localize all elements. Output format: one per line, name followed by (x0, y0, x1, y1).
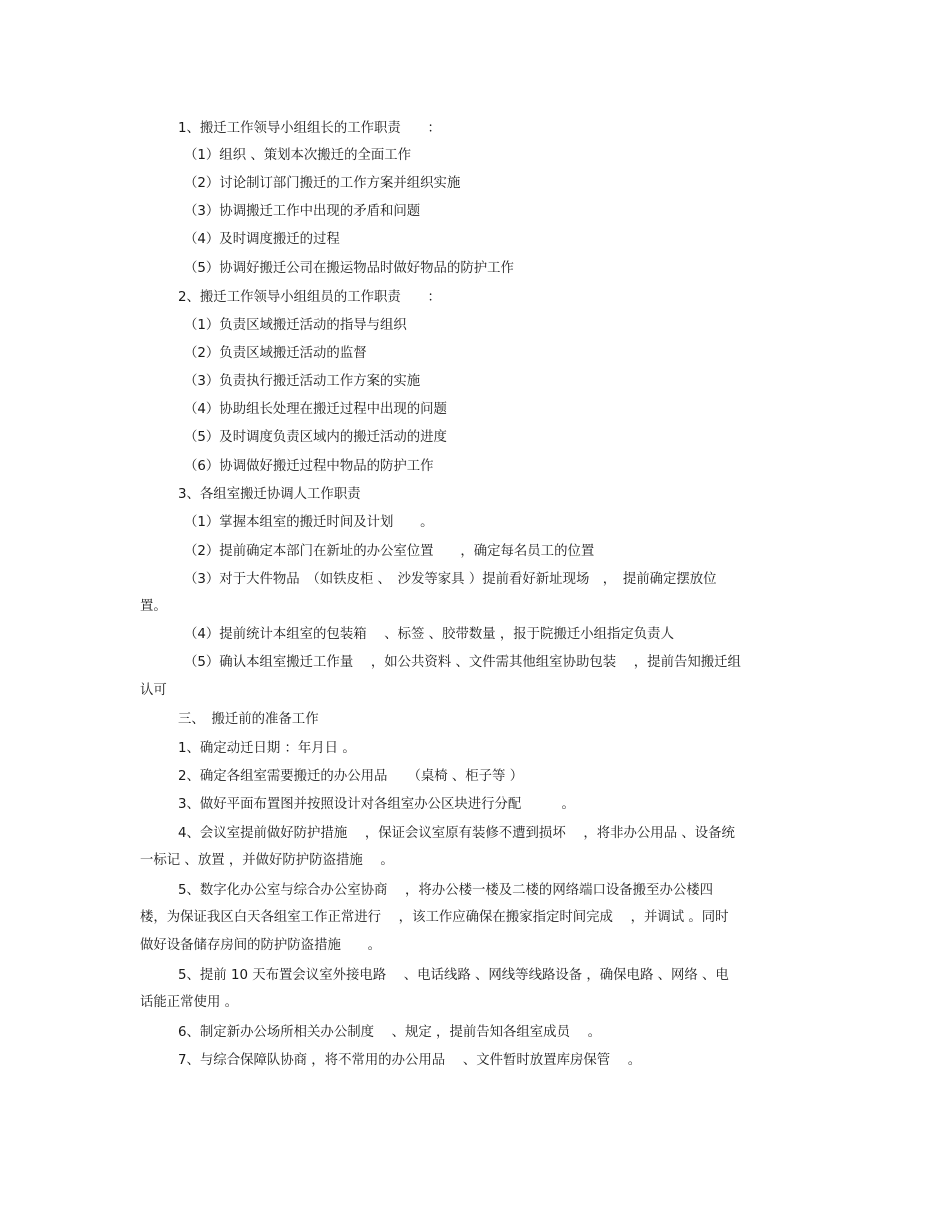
prep-item: 4、会议室提前做好防护措施 ，保证会议室原有装修不遭到损坏 ，将非办公用品 、设备统 (178, 826, 735, 841)
section-heading-preparation: 三、 搬迁前的准备工作 (178, 712, 319, 727)
list-item-continued: 认可 (140, 683, 167, 698)
heading-leader-duties: 1、搬迁工作领导小组组长的工作职责 ： (178, 121, 441, 136)
prep-item: 3、做好平面布置图并按照设计对各组室办公区块进行分配 。 (178, 797, 575, 812)
list-item: （5）确认本组室搬迁工作量 ，如公共资料 、文件需其他组室协助包装 ，提前告知搬迁组 (184, 655, 741, 670)
list-item: （5）协调好搬迁公司在搬运物品时做好物品的防护工作 (184, 261, 514, 276)
list-item: （4）及时调度搬迁的过程 (184, 232, 340, 247)
prep-item: 5、数字化办公室与综合办公室协商 ，将办公楼一楼及二楼的网络端口设备搬至办公楼四 (178, 883, 714, 898)
prep-item: 7、与综合保障队协商 ，将不常用的办公用品 、文件暂时放置库房保管 。 (178, 1053, 642, 1068)
list-item: （3）负责执行搬迁活动工作方案的实施 (184, 374, 421, 389)
heading-member-duties: 2、搬迁工作领导小组组员的工作职责 ： (178, 290, 441, 305)
prep-item: 5、提前 10 天布置会议室外接电路 、电话线路 、网线等线路设备 ，确保电路 、网络 、电 (178, 968, 729, 983)
prep-item: 2、确定各组室需要搬迁的办公用品 （桌椅 、柜子等 ） (178, 769, 524, 784)
list-item: （4）提前统计本组室的包装箱 、标签 、胶带数量 ，报于院搬迁小组指定负责人 (184, 627, 674, 642)
prep-item-continued: 楼，为保证我区白天各组室工作正常进行 ，该工作应确保在搬家指定时间完成 ，并调试 。同时 (140, 910, 729, 925)
list-item: （2）讨论制订部门搬迁的工作方案并组织实施 (184, 176, 461, 191)
heading-coordinator-duties: 3、各组室搬迁协调人工作职责 (178, 487, 361, 502)
list-item: （2）提前确定本部门在新址的办公室位置 ，确定每名员工的位置 (184, 544, 595, 559)
list-item: （1）掌握本组室的搬迁时间及计划 。 (184, 515, 434, 530)
prep-item-continued: 做好设备储存房间的防护防盗措施 。 (140, 938, 382, 953)
list-item: （2）负责区域搬迁活动的监督 (184, 346, 367, 361)
list-item-continued: 置。 (140, 599, 167, 614)
prep-item-continued: 一标记 、放置 ，并做好防护防盗措施 。 (140, 853, 394, 868)
list-item: （3）对于大件物品 （如铁皮柜 、 沙发等家具 ）提前看好新址现场 ， 提前确定摆放位 (184, 572, 717, 587)
list-item: （1）负责区域搬迁活动的指导与组织 (184, 318, 407, 333)
list-item: （4）协助组长处理在搬迁过程中出现的问题 (184, 402, 447, 417)
list-item: （3）协调搬迁工作中出现的矛盾和问题 (184, 204, 421, 219)
list-item: （1）组织 、策划本次搬迁的全面工作 (184, 148, 412, 163)
prep-item: 1、确定动迁日期 ：年月日 。 (178, 741, 356, 756)
prep-item: 6、制定新办公场所相关办公制度 、规定 ，提前告知各组室成员 。 (178, 1025, 602, 1040)
list-item: （6）协调做好搬迁过程中物品的防护工作 (184, 459, 434, 474)
prep-item-continued: 话能正常使用 。 (140, 995, 238, 1010)
list-item: （5）及时调度负责区域内的搬迁活动的进度 (184, 430, 447, 445)
